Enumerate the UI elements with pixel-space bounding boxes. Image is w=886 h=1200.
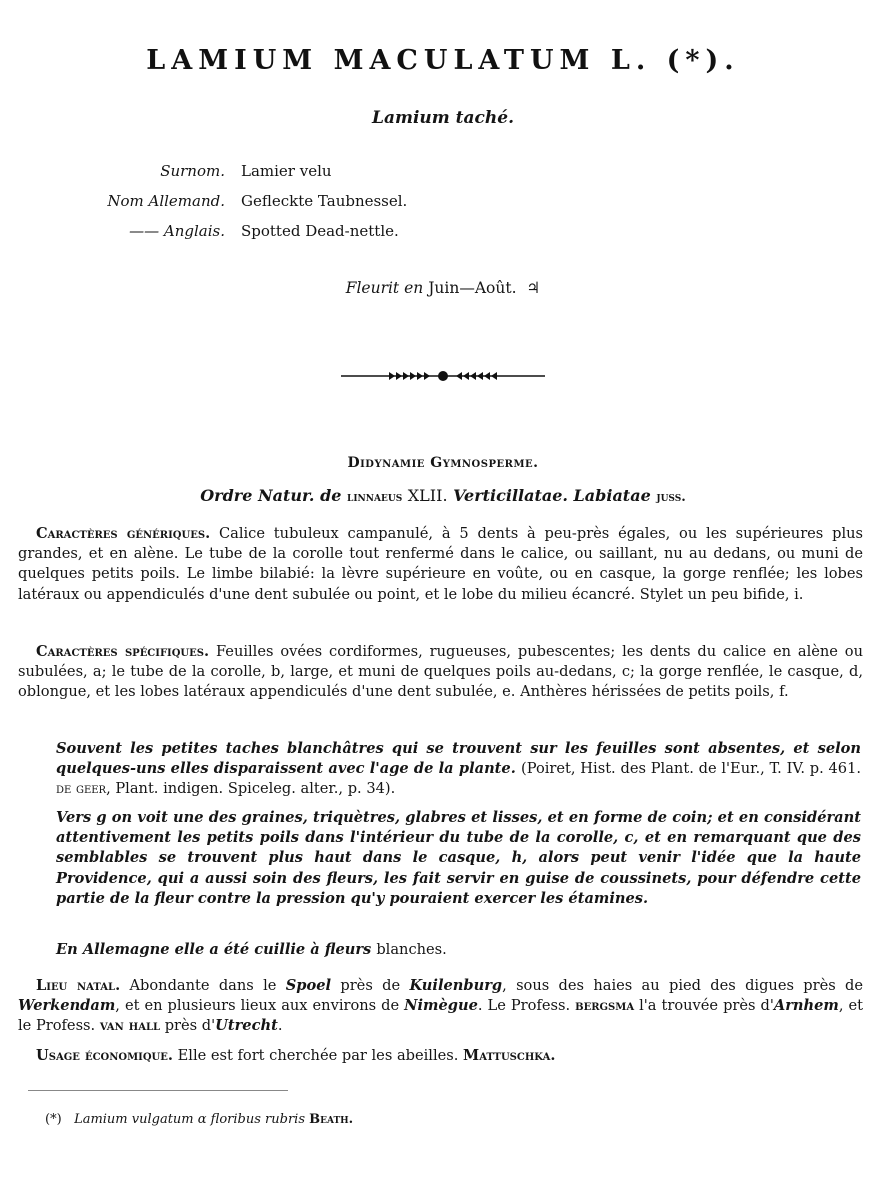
- note1-ref2: de geer: [56, 780, 107, 798]
- note3-italic: En Allemagne elle a été cuillie à fleurs: [56, 941, 372, 958]
- place-name: Utrecht: [215, 1017, 278, 1035]
- note1-ref1: (Poiret, Hist. des Plant. de l'Eur., T. IV. p. 461.: [521, 760, 862, 778]
- habitat-text: l'a trouvée près d': [639, 997, 774, 1015]
- place-name: Spoel: [285, 977, 332, 994]
- name-row-anglais: [60, 222, 407, 252]
- habitat-text: Abondante dans le: [129, 977, 277, 994]
- habitat-text: près d': [164, 1017, 216, 1035]
- page-subtitle: Lamium taché.: [372, 108, 514, 128]
- ordre-families: Verticillatae. Labiatae: [453, 486, 651, 505]
- classification-heading: Didynamie Gymnosperme.: [347, 455, 539, 471]
- note-graines: Vers g on voit une des graines, triquètres, glabres et lisses, et en forme de coin; et en considérant attentivement les petits poils dans l'intérieur du tube de la corolle, c, et en remarquant que des semblables se trouvent plus haut dans le casque, h, alors peut venir l'idée que la haute Providence, qui a aussi soin des fleurs, les fait servir en guise de coussinets, pour défendre cette partie de la fleur contre la pression qu'y pouraient exercer les étamines.: [56, 809, 861, 907]
- perennial-symbol-icon: ♃: [526, 279, 541, 297]
- usage-text: Elle est fort cherchée par les abeilles.: [177, 1047, 459, 1064]
- flowering-prefix: Fleurit: [345, 279, 400, 297]
- person-name: van hall: [99, 1017, 161, 1035]
- habitat-text: , sous des haies au pied des digues près de: [502, 977, 864, 994]
- page-title: LAMIUM MACULATUM L. (*).: [146, 45, 740, 76]
- natural-order: [0, 486, 886, 505]
- name-row-surnom: [60, 162, 407, 192]
- generic-characters: [18, 524, 863, 605]
- place-name: Werkendam: [18, 997, 116, 1015]
- ordre-author2: juss.: [656, 490, 686, 505]
- habitat-head: Lieu natal.: [36, 977, 121, 994]
- specific-head: Caractères spécifiques.: [36, 643, 210, 660]
- footnote: [45, 1112, 353, 1127]
- habitat-text: . Le Profess.: [477, 997, 571, 1015]
- specific-text: Feuilles ovées cordiformes, rugueuses, pubescentes; les dents du calice en alène ou subulées, a; le tube de la corolle, b, large, et muni de quelques poils au-dedans, c; la gorge renflée, le casque, d, oblongue, et les lobes latéraux appendiculés d'une dent subulée, e. Anthères hérissées de petits poils, f.: [18, 643, 863, 701]
- name-value: Spotted Dead-nettle.: [241, 222, 399, 240]
- name-label: Nom Allemand.: [107, 192, 225, 210]
- name-row-allemand: [60, 192, 407, 222]
- habitat: [18, 976, 863, 1037]
- ornament-divider-icon: [341, 366, 545, 386]
- usage: [18, 1046, 863, 1066]
- ordre-a: Ordre Natur. de: [200, 486, 342, 505]
- flowering-months: Juin—Août.: [428, 279, 517, 297]
- generic-head: Caractères génériques.: [36, 525, 211, 542]
- note1-italic: Souvent les petites taches blanchâtres qui se trouvent sur les feuilles sont absentes, et selon quelques-uns elles disparaissent avec l'age de la plante.: [56, 740, 861, 778]
- ordre-number: XLII.: [407, 486, 448, 505]
- habitat-text: .: [277, 1017, 283, 1035]
- footnote-mark: (*): [45, 1112, 62, 1127]
- specific-characters: [18, 642, 863, 703]
- generic-text: Calice tubuleux campanulé, à 5 dents à peu-près égales, ou les supérieures plus grandes, et en alène. Le tube de la corolle tout renfermé dans le calice, ou saillant, nu au dedans, ou muni de quelques petits poils. Le limbe bilabié: la lèvre supérieure en voûte, ou en casque, la gorge renflée; les lobes latéraux ou appendiculés d'une dent subulée ou point, et le lobe du milieu écancré. Stylet un peu bifide, i.: [18, 525, 864, 603]
- note-allemagne: [56, 940, 861, 960]
- names-table: [60, 162, 407, 252]
- name-value: Gefleckte Taubnessel.: [241, 192, 408, 210]
- place-name: Kuilenburg: [409, 977, 503, 994]
- ordre-author: linnaeus: [347, 490, 403, 505]
- habitat-text: , et le Profess.: [18, 997, 864, 1035]
- flowering-period: [0, 279, 886, 297]
- name-label: Surnom.: [160, 162, 225, 180]
- usage-author: Mattuschka.: [463, 1047, 556, 1064]
- footnote-text: Lamium vulgatum α floribus rubris: [74, 1112, 305, 1127]
- habitat-text: , et en plusieurs lieux aux environs de: [115, 997, 400, 1015]
- flowering-mid: en: [404, 279, 424, 297]
- note3-plain: blanches.: [376, 941, 447, 958]
- note1-ref3: , Plant. indigen. Spiceleg. alter., p. 34).: [106, 780, 396, 798]
- habitat-text: près de: [340, 977, 401, 994]
- place-name: Arnhem: [773, 997, 839, 1015]
- footnote-rule: [28, 1090, 288, 1091]
- footnote-author: Beath.: [309, 1112, 354, 1127]
- usage-head: Usage économique.: [36, 1047, 173, 1064]
- name-label: —— Anglais.: [129, 222, 225, 240]
- place-name: Nimègue: [404, 997, 478, 1015]
- note-taches: [56, 739, 861, 800]
- name-value: Lamier velu: [241, 162, 332, 180]
- person-name: bergsma: [575, 997, 635, 1015]
